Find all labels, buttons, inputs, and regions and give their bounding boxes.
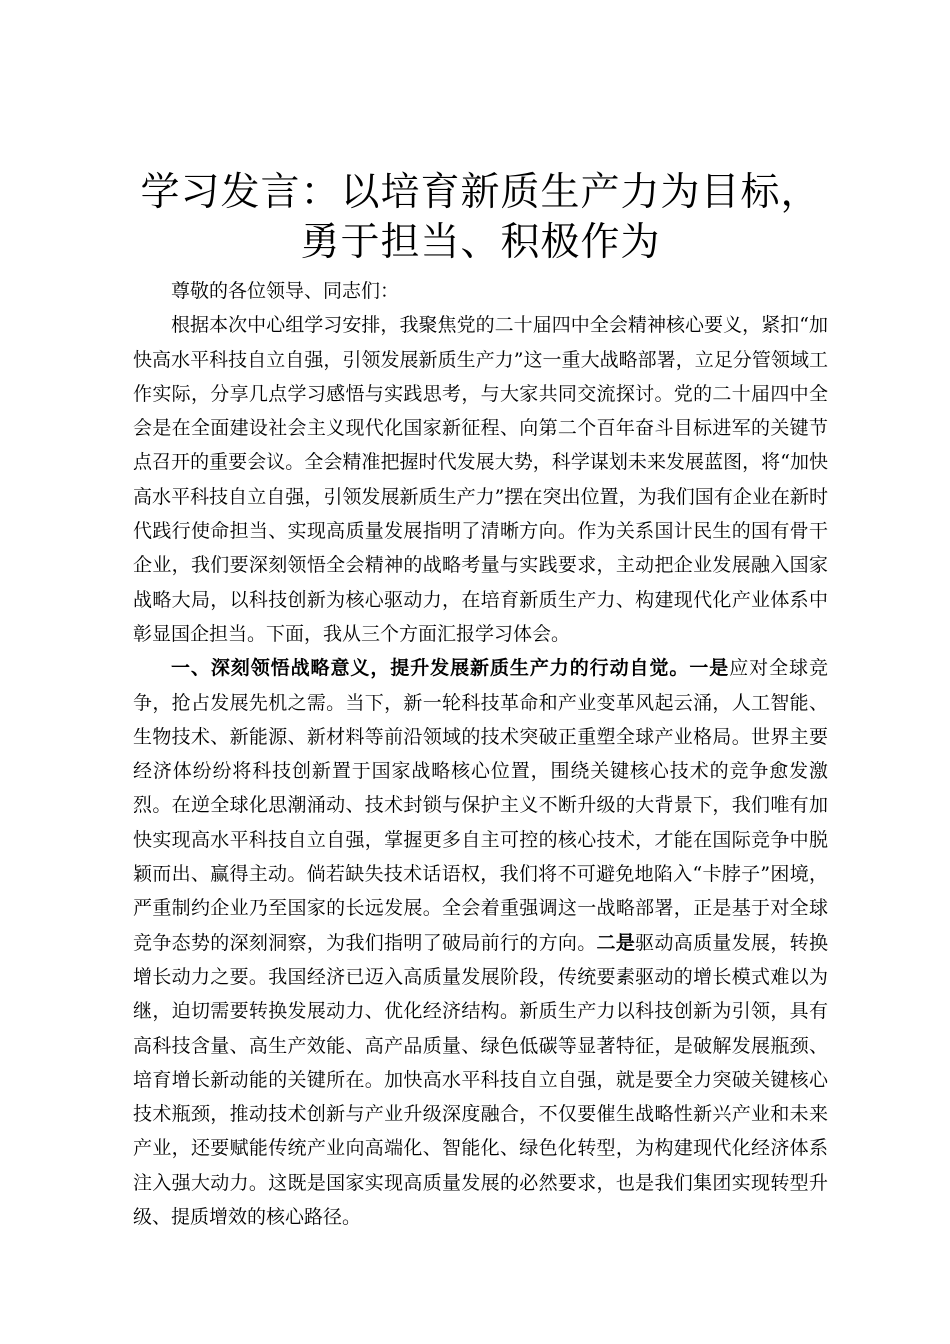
section-1-heading: 一、深刻领悟战略意义，提升发展新质生产力的行动自觉。 (171, 657, 690, 680)
point-1-label: 一是 (689, 657, 730, 680)
point-2-label: 二是 (596, 931, 636, 954)
point-2-text: 驱动高质量发展，转换增长动力之要。我国经济已迈入高质量发展阶段，传统要素驱动的增长模式难以为继，迫切需要转换发展动力、优化经济结构。新质生产力以科技创新为引领，具有高科技含量、高生产效能、高产品质量、绿色低碳等显著特征，是破解发展瓶颈、培育增长新动能的关键所在。加快高水平科技自立自强，就是要全力突破关键核心技术瓶颈，推动技术创新与产业升级深度融合，不仅要催生战略性新兴产业和未来产业，还要赋能传统产业向高端化、智能化、绿色化转型，为构建现代化经济体系注入强大动力。这既是国家实现高质量发展的必然要求，也是我们集团实现转型升级、提质增效的核心路径。 (133, 931, 828, 1229)
salutation: 尊敬的各位领导、同志们： (171, 280, 400, 302)
document-title: 学习发言：以培育新质生产力为目标，勇于担当、积极作为 (140, 170, 821, 265)
intro-paragraph: 根据本次中心组学习安排，我聚焦党的二十届四中全会精神核心要义，紧扣“加快高水平科技自立自强，引领发展新质生产力”这一重大战略部署，立足分管领域工作实际，分享几点学习感悟与实践思考，与大家共同交流探讨。党的二十届四中全会是在全面建设社会主义现代化国家新征程、向第二个百年奋斗目标进军的关键节点召开的重要会议。全会精准把握时代发展大势，科学谋划未来发展蓝图，将“加快高水平科技自立自强，引领发展新质生产力”摆在突出位置，为我们国有企业在新时代践行使命担当、实现高质量发展指明了清晰方向。作为关系国计民生的国有骨干企业，我们要深刻领悟全会精神的战略考量与实践要求，主动把企业发展融入国家战略大局，以科技创新为核心驱动力，在培育新质生产力、构建现代化产业体系中彰显国企担当。下面，我从三个方面汇报学习体会。 (133, 314, 828, 645)
point-1-text: 应对全球竞争，抢占发展先机之需。当下，新一轮科技革命和产业变革风起云涌，人工智能、生物技术、新能源、新材料等前沿领域的技术突破正重塑全球产业格局。世界主要经济体纷纷将科技创新置于国家战略核心位置，围绕关键核心技术的竞争愈发激烈。在逆全球化思潮涌动、技术封锁与保护主义不断升级的大背景下，我们唯有加快实现高水平科技自立自强，掌握更多自主可控的核心技术，才能在国际竞争中脱颖而出、赢得主动。倘若缺失技术话语权，我们将不可避免地陷入“卡脖子”困境，严重制约企业乃至国家的长远发展。全会着重强调这一战略部署，正是基于对全球竞争态势的深刻洞察，为我们指明了破局前行的方向。 (133, 657, 828, 954)
section-1-paragraph (133, 651, 828, 1234)
